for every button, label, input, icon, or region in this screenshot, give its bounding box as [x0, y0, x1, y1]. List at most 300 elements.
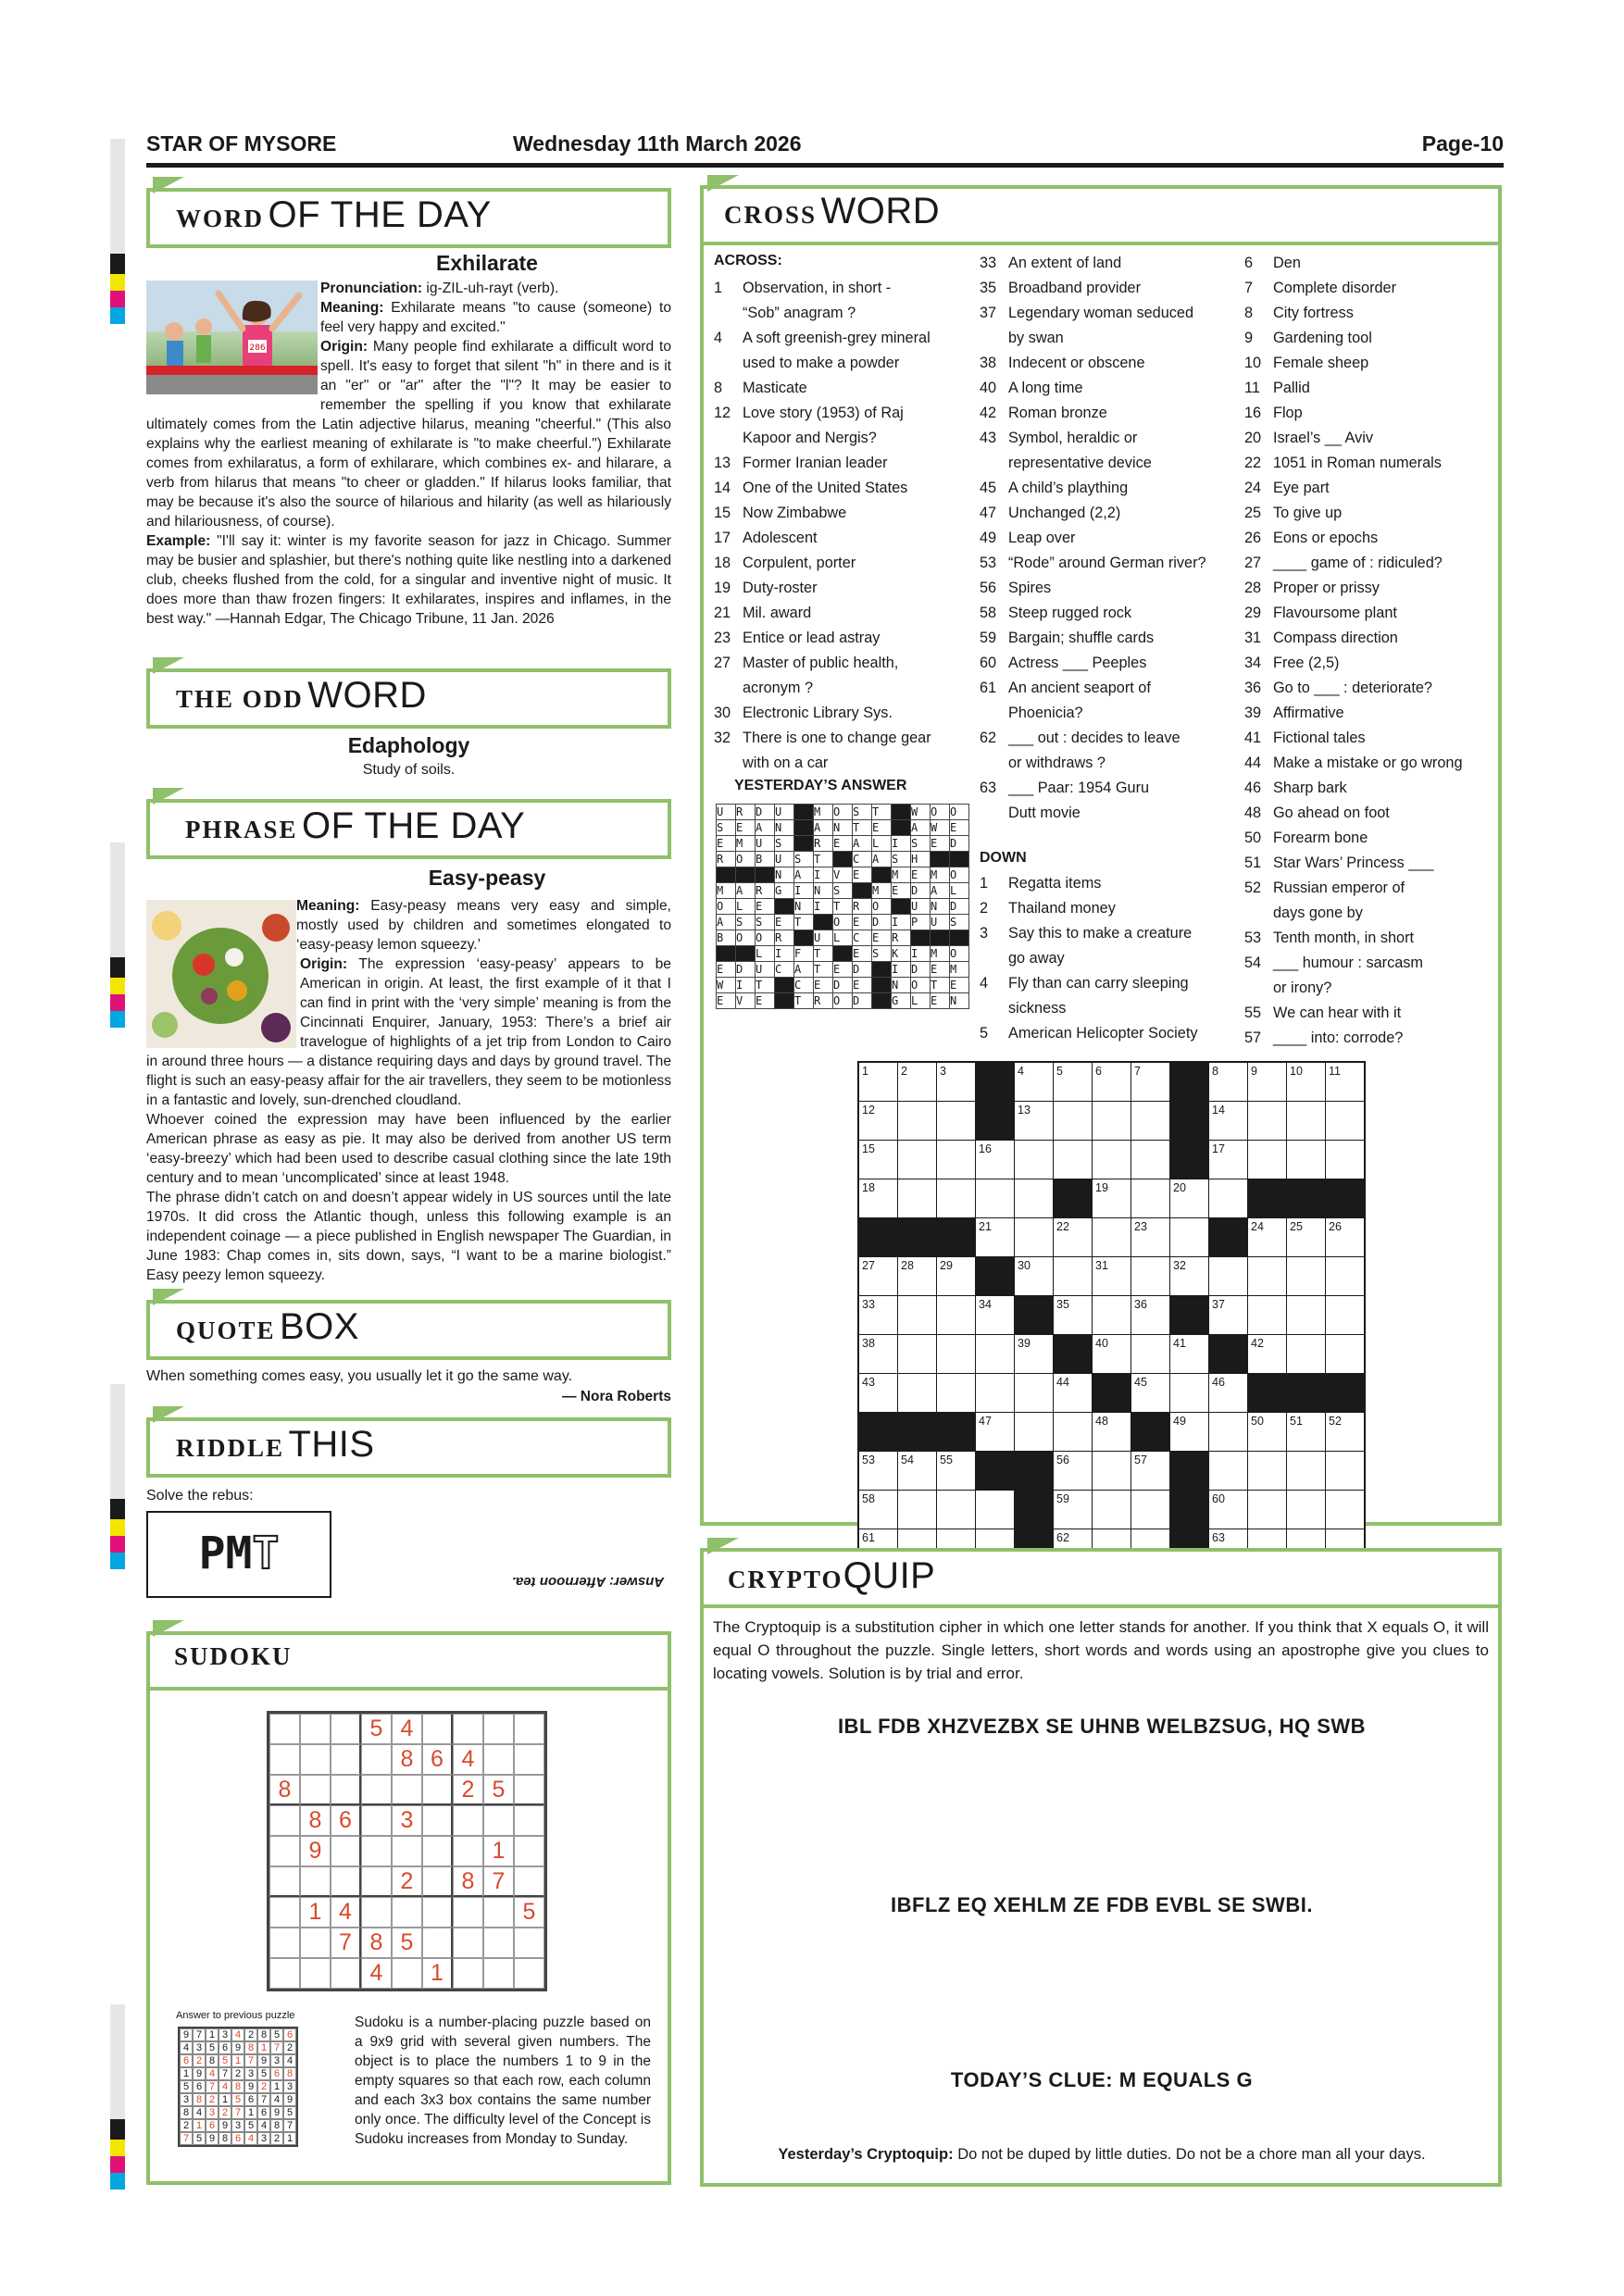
sudoku-cell[interactable]: [331, 1714, 361, 1744]
crossword-cell[interactable]: 11: [1326, 1063, 1364, 1101]
clue-number: 5: [980, 1025, 989, 1042]
clue-number: 15: [714, 505, 731, 521]
answer-cell: O: [756, 930, 775, 946]
crossword-cell[interactable]: 33: [859, 1296, 897, 1334]
clue-text: ____ into: corrode?: [1273, 1029, 1404, 1046]
crossword-cell[interactable]: 6: [1093, 1063, 1131, 1101]
sudoku-answer-cell: 4: [180, 2041, 193, 2054]
crossword-cell[interactable]: [1131, 1257, 1169, 1295]
clue-text: An extent of land: [1008, 255, 1122, 271]
crossword-cell[interactable]: [937, 1491, 975, 1529]
crossword-cell[interactable]: 28: [898, 1257, 936, 1295]
clue-text: ___ Paar: 1954 Guru: [1008, 780, 1150, 796]
answer-cell: R: [892, 930, 911, 946]
crossword-cell[interactable]: 22: [1054, 1218, 1092, 1256]
crossword-cell[interactable]: [898, 1335, 936, 1373]
answer-cell: S: [833, 883, 853, 899]
crossword-cell[interactable]: 16: [976, 1141, 1014, 1179]
crossword-cell[interactable]: [1248, 1102, 1286, 1140]
sudoku-answer-cell: 9: [219, 2119, 231, 2132]
crossword-cell[interactable]: 5: [1054, 1063, 1092, 1101]
crossword-cell[interactable]: 24: [1248, 1218, 1286, 1256]
sudoku-cell[interactable]: [514, 1775, 544, 1805]
crossword-cell[interactable]: 47: [976, 1413, 1014, 1451]
sudoku-answer-cell: 6: [244, 2093, 257, 2106]
clue-row: [1244, 826, 1494, 851]
crossword-cell[interactable]: [1287, 1102, 1325, 1140]
phrase-origin: Origin: The expression ‘easy-peasy’ appears to be American in origin. At least, the first example of it that I can find in print with the ‘very simple’ meaning is from the Cincinnati Enquirer, January, 1953: There’s a brief air travelogue of highlights of a jet trip from London to Cairo in around three hours — a distance requiring days and days by ground travel. The flight is such an easy-peasy affair for the air travellers, they seem to be motionless in a fantastic and lovely, sun-drenched cloudland.: [146, 956, 671, 1108]
crossword-cell[interactable]: 36: [1131, 1296, 1169, 1334]
crossword-cell[interactable]: 50: [1248, 1413, 1286, 1451]
sudoku-answer-cell: 8: [257, 2028, 270, 2041]
answer-cell: V: [736, 993, 756, 1009]
clue-text: Roman bronze: [1008, 405, 1107, 421]
crossword-cell[interactable]: [1170, 1218, 1208, 1256]
sudoku-cell[interactable]: [514, 1714, 544, 1744]
clue-number: 8: [714, 380, 723, 396]
crossword-cell[interactable]: 40: [1093, 1335, 1131, 1373]
crossword-cell[interactable]: [1248, 1141, 1286, 1179]
crossword-cell[interactable]: 51: [1287, 1413, 1325, 1451]
sudoku-cell[interactable]: [514, 1836, 544, 1866]
answer-cell: [717, 946, 736, 962]
crossword-cell[interactable]: 29: [937, 1257, 975, 1295]
sudoku-answer-cell: 9: [244, 2080, 257, 2093]
sudoku-cell[interactable]: [331, 1866, 361, 1897]
crossword-cell[interactable]: [1015, 1141, 1053, 1179]
crossword-cell[interactable]: [1326, 1141, 1364, 1179]
sudoku-cell[interactable]: [483, 1714, 514, 1744]
sudoku-cell[interactable]: [483, 1744, 514, 1775]
sudoku-cell[interactable]: [300, 1866, 331, 1897]
sudoku-cell[interactable]: [331, 1744, 361, 1775]
crossword-cell[interactable]: [1209, 1257, 1247, 1295]
clue-row: [1244, 276, 1494, 301]
answer-cell: G: [892, 993, 911, 1009]
sudoku-cell[interactable]: [453, 1928, 483, 1958]
clue-text: Compass direction: [1273, 630, 1398, 646]
rebus-letters: PM: [198, 1528, 253, 1579]
crossword-cell[interactable]: [1326, 1452, 1364, 1490]
sudoku-cell[interactable]: [269, 1744, 300, 1775]
crossword-cell[interactable]: [1326, 1491, 1364, 1529]
crossword-cell[interactable]: [1131, 1335, 1169, 1373]
crossword-cell[interactable]: 43: [859, 1374, 897, 1412]
sudoku-cell[interactable]: [514, 1744, 544, 1775]
clue-number: 52: [1244, 880, 1262, 896]
crossword-black-cell: [937, 1218, 975, 1256]
crossword-cell[interactable]: [976, 1335, 1014, 1373]
crossword-cell[interactable]: 14: [1209, 1102, 1247, 1140]
crossword-cell[interactable]: 58: [859, 1491, 897, 1529]
clue-row: [714, 351, 956, 376]
crossword-grid[interactable]: [857, 1061, 1366, 1569]
sudoku-cell[interactable]: [300, 1775, 331, 1805]
crossword-cell[interactable]: 39: [1015, 1335, 1053, 1373]
crossword-cell[interactable]: [898, 1296, 936, 1334]
crossword-cell[interactable]: 2: [898, 1063, 936, 1101]
odd-word-title: THE ODD WORD: [176, 675, 427, 716]
answer-cell: [872, 867, 892, 883]
clue-text: Israel’s __ Aviv: [1273, 430, 1373, 446]
crossword-cell[interactable]: [1326, 1335, 1364, 1373]
sudoku-grid[interactable]: [267, 1711, 547, 1991]
crossword-cell[interactable]: [1287, 1141, 1325, 1179]
clue-text: We can hear with it: [1273, 1004, 1402, 1021]
sudoku-cell[interactable]: [361, 1744, 392, 1775]
clue-row: [980, 401, 1222, 426]
sudoku-cell[interactable]: [300, 1744, 331, 1775]
crossword-black-cell: [1015, 1452, 1053, 1490]
clue-number: [980, 801, 1008, 826]
crossword-cell[interactable]: 8: [1209, 1063, 1247, 1101]
answer-cell: E: [756, 899, 775, 915]
answer-cell: S: [775, 836, 794, 852]
crossword-cell[interactable]: [1015, 1374, 1053, 1412]
crossword-cell[interactable]: [976, 1491, 1014, 1529]
crossword-cell[interactable]: [1131, 1491, 1169, 1529]
crossword-cell[interactable]: [898, 1179, 936, 1217]
crossword-cell[interactable]: 15: [859, 1141, 897, 1179]
crossword-cell[interactable]: [1248, 1296, 1286, 1334]
crossword-cell[interactable]: [1093, 1491, 1131, 1529]
crossword-cell[interactable]: 48: [1093, 1413, 1131, 1451]
sudoku-answer-cell: 3: [244, 2067, 257, 2080]
sudoku-answer-cell: 4: [257, 2119, 270, 2132]
crossword-cell[interactable]: [1015, 1413, 1053, 1451]
sudoku-cell[interactable]: [422, 1805, 453, 1836]
crossword-cell[interactable]: 57: [1131, 1452, 1169, 1490]
crossword-cell[interactable]: 3: [937, 1063, 975, 1101]
crossword-cell[interactable]: 59: [1054, 1491, 1092, 1529]
crossword-cell[interactable]: [1287, 1257, 1325, 1295]
crossword-cell[interactable]: [1287, 1296, 1325, 1334]
sudoku-cell[interactable]: [269, 1928, 300, 1958]
crossword-cell[interactable]: [1093, 1296, 1131, 1334]
sudoku-cell[interactable]: [331, 1958, 361, 1989]
sudoku-cell[interactable]: [483, 1897, 514, 1928]
crossword-cell[interactable]: 20: [1170, 1179, 1208, 1217]
sudoku-cell[interactable]: [392, 1775, 422, 1805]
crossword-cell[interactable]: 7: [1131, 1063, 1169, 1101]
answer-cell: [794, 836, 814, 852]
crossword-cell[interactable]: 31: [1093, 1257, 1131, 1295]
crossword-cell[interactable]: 21: [976, 1218, 1014, 1256]
clue-text: representative device: [1008, 455, 1152, 471]
clue-number: 37: [980, 305, 997, 321]
crossword-cell[interactable]: 38: [859, 1335, 897, 1373]
sudoku-answer-cell: 4: [219, 2080, 231, 2093]
answer-cell: [794, 930, 814, 946]
clue-row: [980, 701, 1222, 726]
crossword-cell[interactable]: [1054, 1257, 1092, 1295]
clue-text: Say this to make a creature: [1008, 925, 1193, 942]
sudoku-cell: 8: [453, 1866, 483, 1897]
sudoku-cell[interactable]: [514, 1866, 544, 1897]
crossword-cell[interactable]: [1248, 1257, 1286, 1295]
sudoku-answer-cell: 6: [257, 2106, 270, 2119]
crossword-cell[interactable]: 42: [1248, 1335, 1286, 1373]
sudoku-cell[interactable]: [483, 1928, 514, 1958]
crossword-cell[interactable]: [1054, 1413, 1092, 1451]
answer-cell: E: [833, 962, 853, 978]
clue-row: [980, 301, 1222, 326]
crossword-cell[interactable]: [898, 1141, 936, 1179]
clue-text: Bargain; shuffle cards: [1008, 630, 1155, 646]
sudoku-cell[interactable]: [514, 1928, 544, 1958]
crossword-cell[interactable]: 1: [859, 1063, 897, 1101]
sudoku-cell[interactable]: [392, 1897, 422, 1928]
clue-number: 47: [980, 505, 997, 521]
sudoku-answer-cell: 9: [180, 2028, 193, 2041]
clue-row: [714, 276, 956, 301]
crossword-cell[interactable]: 44: [1054, 1374, 1092, 1412]
crossword-cell[interactable]: 19: [1093, 1179, 1131, 1217]
crossword-cell[interactable]: [1248, 1452, 1286, 1490]
sudoku-cell[interactable]: [422, 1775, 453, 1805]
sudoku-cell[interactable]: [422, 1866, 453, 1897]
sudoku-cell[interactable]: [269, 1836, 300, 1866]
crossword-cell[interactable]: 61: [859, 1529, 897, 1567]
answer-cell: [950, 852, 969, 867]
masthead-rule: [146, 163, 1504, 168]
crossword-cell[interactable]: [1093, 1452, 1131, 1490]
clue-row: [1244, 626, 1494, 651]
sudoku-answer-cell: 3: [257, 2132, 270, 2145]
answer-cell: R: [775, 930, 794, 946]
sudoku-answer-cell: 2: [244, 2028, 257, 2041]
sudoku-cell[interactable]: [269, 1714, 300, 1744]
sudoku-cell[interactable]: [422, 1897, 453, 1928]
crossword-cell[interactable]: [937, 1335, 975, 1373]
crossword-cell[interactable]: 10: [1287, 1063, 1325, 1101]
answer-cell: [717, 867, 736, 883]
sudoku-cell[interactable]: [422, 1836, 453, 1866]
crossword-cell[interactable]: [1093, 1218, 1131, 1256]
crossword-cell[interactable]: 18: [859, 1179, 897, 1217]
crossword-cell[interactable]: [1209, 1413, 1247, 1451]
crossword-cell[interactable]: [1326, 1102, 1364, 1140]
answer-cell: N: [814, 883, 833, 899]
answer-cell: P: [911, 915, 931, 930]
clue-number: 32: [714, 730, 731, 746]
sudoku-cell: 2: [392, 1866, 422, 1897]
crossword-black-cell: [1209, 1335, 1247, 1373]
sudoku-answer-cell: 1: [244, 2106, 257, 2119]
crossword-cell[interactable]: 49: [1170, 1413, 1208, 1451]
sudoku-cell[interactable]: [453, 1897, 483, 1928]
crossword-cell[interactable]: [1131, 1102, 1169, 1140]
crossword-cell[interactable]: 62: [1054, 1529, 1092, 1567]
answer-cell: [775, 978, 794, 993]
crossword-cell[interactable]: 23: [1131, 1218, 1169, 1256]
answer-cell: D: [853, 962, 872, 978]
crossword-cell[interactable]: 4: [1015, 1063, 1053, 1101]
crossword-cell[interactable]: 12: [859, 1102, 897, 1140]
crossword-cell[interactable]: [1131, 1179, 1169, 1217]
crossword-cell[interactable]: [1093, 1102, 1131, 1140]
crossword-cell[interactable]: 35: [1054, 1296, 1092, 1334]
answer-cell: N: [775, 820, 794, 836]
clue-text: A long time: [1008, 380, 1083, 396]
sudoku-cell: 5: [483, 1775, 514, 1805]
answer-cell: [892, 805, 911, 820]
crossword-cell[interactable]: [937, 1102, 975, 1140]
crossword-cell[interactable]: 26: [1326, 1218, 1364, 1256]
crossword-cell[interactable]: [898, 1102, 936, 1140]
sudoku-cell[interactable]: [392, 1958, 422, 1989]
answer-cell: D: [950, 899, 969, 915]
answer-cell: C: [853, 930, 872, 946]
crossword-cell[interactable]: [898, 1374, 936, 1412]
sudoku-answer-cell: 1: [231, 2054, 244, 2067]
answer-cell: T: [814, 946, 833, 962]
crossword-cell[interactable]: [1287, 1335, 1325, 1373]
clue-row: [714, 426, 956, 451]
crossword-cell[interactable]: [976, 1374, 1014, 1412]
crossword-cell[interactable]: [1093, 1141, 1131, 1179]
crossword-cell[interactable]: 41: [1170, 1335, 1208, 1373]
crossword-cell[interactable]: [1326, 1257, 1364, 1295]
sudoku-cell[interactable]: [422, 1928, 453, 1958]
answer-cell: A: [814, 820, 833, 836]
sudoku-cell[interactable]: [453, 1714, 483, 1744]
crossword-cell[interactable]: [1015, 1218, 1053, 1256]
crossword-cell[interactable]: [1131, 1141, 1169, 1179]
clue-row: [714, 726, 956, 751]
sudoku-cell[interactable]: [269, 1866, 300, 1897]
crossword-black-cell: [1248, 1179, 1286, 1217]
crossword-cell[interactable]: [1209, 1179, 1247, 1217]
crossword-cell[interactable]: [1287, 1452, 1325, 1490]
crossword-cell[interactable]: 45: [1131, 1374, 1169, 1412]
across-label: ACROSS:: [714, 253, 782, 268]
crossword-cell[interactable]: 55: [937, 1452, 975, 1490]
crossword-cell[interactable]: 60: [1209, 1491, 1247, 1529]
crossword-cell[interactable]: [1170, 1374, 1208, 1412]
crossword-cell[interactable]: 27: [859, 1257, 897, 1295]
crossword-cell[interactable]: 25: [1287, 1218, 1325, 1256]
sudoku-answer-cell: 5: [283, 2106, 296, 2119]
crossword-cell[interactable]: [1209, 1452, 1247, 1490]
crossword-cell[interactable]: [937, 1374, 975, 1412]
clue-row: [1244, 476, 1494, 501]
sudoku-cell[interactable]: [453, 1805, 483, 1836]
sudoku-cell[interactable]: [453, 1836, 483, 1866]
clue-number: [714, 676, 743, 701]
crossword-cell[interactable]: 30: [1015, 1257, 1053, 1295]
crossword-cell[interactable]: 53: [859, 1452, 897, 1490]
quote-author: — Nora Roberts: [562, 1389, 671, 1404]
sudoku-cell[interactable]: [361, 1897, 392, 1928]
crossword-cell[interactable]: [898, 1491, 936, 1529]
crossword-cell[interactable]: [976, 1179, 1014, 1217]
sudoku-cell[interactable]: [361, 1775, 392, 1805]
clue-row: [1244, 426, 1494, 451]
crossword-cell[interactable]: [1054, 1141, 1092, 1179]
sudoku-cell[interactable]: [483, 1958, 514, 1989]
sudoku-answer-cell: 4: [206, 2067, 219, 2080]
crossword-cell[interactable]: [1015, 1179, 1053, 1217]
riddle-answer-upside-down: Answer: Afternoon tea.: [511, 1574, 665, 1590]
phrase-para-2: Whoever coined the expression may have been influenced by the earlier American phrase as easy as pie. It may also be derived from another US term ‘easy-breezy’ which had been used to describe casual clothing since the late 19th century and to mean ‘uncomplicated’ since at least 1948.: [146, 1112, 671, 1186]
crossword-cell[interactable]: 32: [1170, 1257, 1208, 1295]
sudoku-cell[interactable]: [361, 1866, 392, 1897]
sudoku-cell[interactable]: [483, 1805, 514, 1836]
clue-row: [980, 376, 1222, 401]
clue-number: 4: [980, 975, 989, 992]
clue-text: or withdraws ?: [1008, 755, 1106, 771]
answer-cell: A: [794, 867, 814, 883]
crossword-cell[interactable]: [937, 1141, 975, 1179]
sudoku-cell[interactable]: [269, 1897, 300, 1928]
crossword-cell[interactable]: [1326, 1296, 1364, 1334]
clue-number: 4: [714, 330, 723, 346]
sudoku-cell[interactable]: [453, 1958, 483, 1989]
crossword-cell[interactable]: [1248, 1491, 1286, 1529]
sudoku-cell[interactable]: [269, 1805, 300, 1836]
crossword-cell[interactable]: [937, 1179, 975, 1217]
clue-number: 25: [1244, 505, 1262, 521]
sudoku-cell[interactable]: [514, 1805, 544, 1836]
crossword-cell[interactable]: 63: [1209, 1529, 1247, 1567]
sudoku-answer-cell: 5: [270, 2028, 283, 2041]
sudoku-cell[interactable]: [269, 1958, 300, 1989]
sudoku-cell[interactable]: [422, 1714, 453, 1744]
answer-cell: L: [756, 946, 775, 962]
answer-row: [717, 805, 969, 820]
crossword-cell[interactable]: 9: [1248, 1063, 1286, 1101]
crossword-cell[interactable]: [1054, 1102, 1092, 1140]
sudoku-cell[interactable]: [331, 1775, 361, 1805]
sudoku-cell: 8: [361, 1928, 392, 1958]
clue-row: [980, 651, 1222, 676]
cryptoquip-line-2: IBFLZ EQ XEHLM ZE FDB EVBL SE SWBI.: [891, 1893, 1313, 1916]
crossword-cell[interactable]: 56: [1054, 1452, 1092, 1490]
crossword-cell[interactable]: 46: [1209, 1374, 1247, 1412]
clue-row: [1244, 326, 1494, 351]
crossword-cell[interactable]: 52: [1326, 1413, 1364, 1451]
crossword-cell[interactable]: 13: [1015, 1102, 1053, 1140]
crossword-cell[interactable]: 34: [976, 1296, 1014, 1334]
answer-cell: [872, 993, 892, 1009]
sudoku-cell[interactable]: [300, 1958, 331, 1989]
sudoku-cell[interactable]: [361, 1805, 392, 1836]
clue-row: [980, 551, 1222, 576]
clue-number: 8: [1244, 305, 1254, 321]
crossword-cell[interactable]: [937, 1296, 975, 1334]
crossword-cell[interactable]: 54: [898, 1452, 936, 1490]
answer-cell: O: [833, 915, 853, 930]
crossword-cell[interactable]: [1287, 1491, 1325, 1529]
clue-text: Gardening tool: [1273, 330, 1372, 346]
sudoku-cell[interactable]: [300, 1714, 331, 1744]
sudoku-cell[interactable]: [361, 1836, 392, 1866]
crossword-cell[interactable]: 37: [1209, 1296, 1247, 1334]
crossword-black-cell: [1054, 1335, 1092, 1373]
sudoku-cell[interactable]: [392, 1836, 422, 1866]
clue-number: [980, 326, 1008, 351]
sudoku-cell[interactable]: [331, 1836, 361, 1866]
answer-cell: S: [872, 946, 892, 962]
answer-cell: O: [833, 993, 853, 1009]
clue-number: [980, 996, 1008, 1021]
sudoku-cell[interactable]: [300, 1928, 331, 1958]
crossword-cell[interactable]: 17: [1209, 1141, 1247, 1179]
sudoku-cell[interactable]: [514, 1958, 544, 1989]
clue-text: Spires: [1008, 580, 1052, 596]
clue-row: [1244, 751, 1494, 776]
